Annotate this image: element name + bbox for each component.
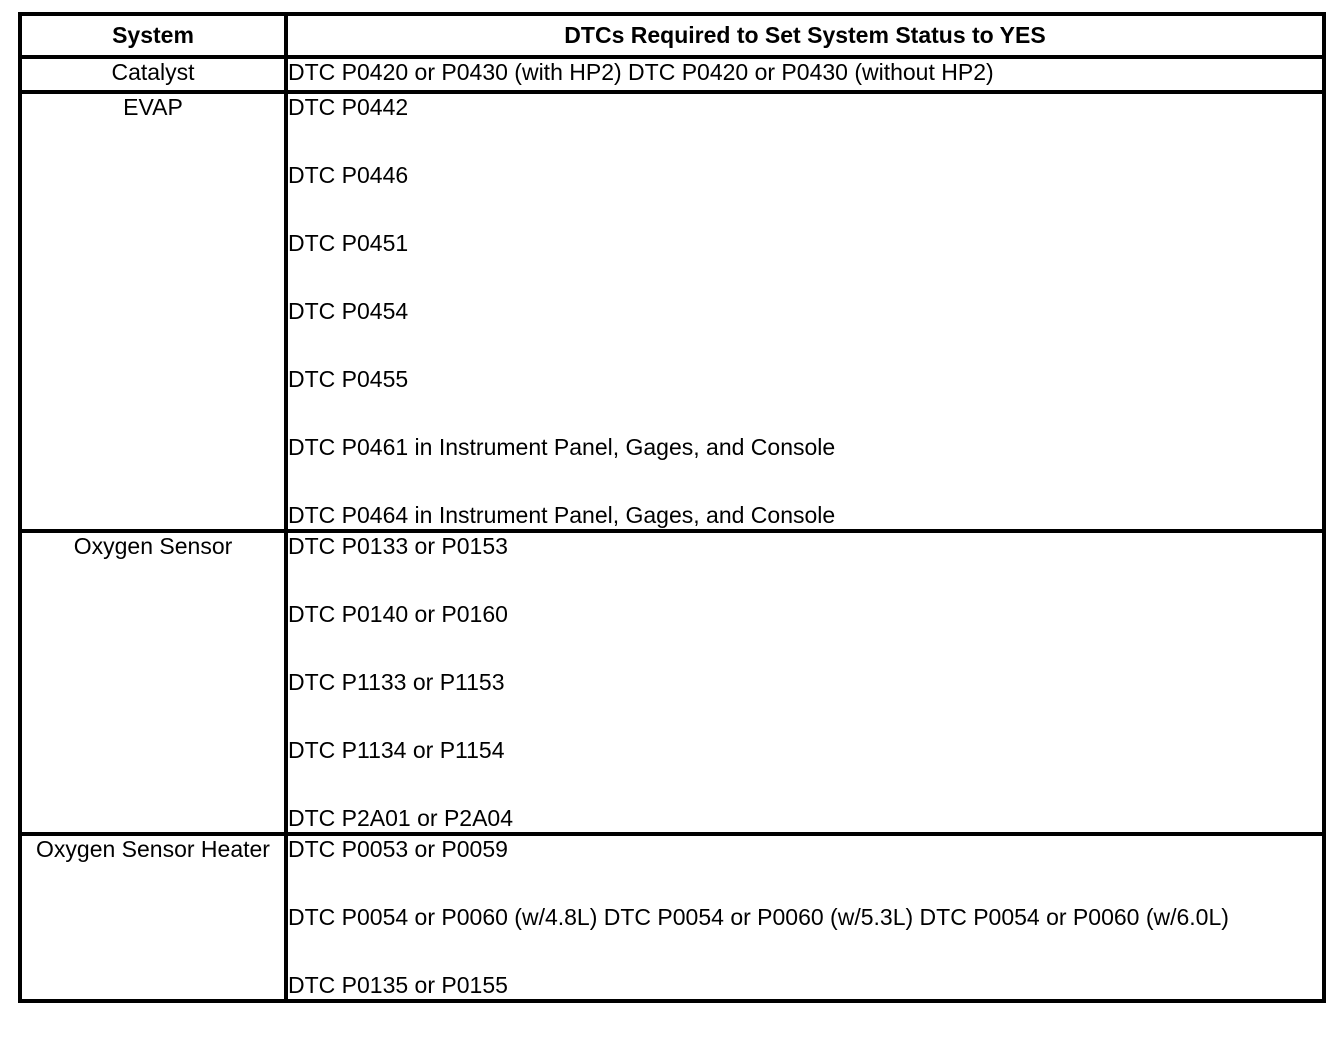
table-row-evap <box>20 92 1324 531</box>
dtc-item: DTC P0054 or P0060 (w/4.8L) DTC P0054 or P0060 (w/5.3L) DTC P0054 or P0060 (w/6.0L) <box>288 904 1229 930</box>
dtc-item: DTC P0053 or P0059 <box>288 836 508 862</box>
system-name-oxygen-sensor: Oxygen Sensor <box>20 531 286 834</box>
dtc-list-catalyst <box>286 57 1324 92</box>
dtc-item: DTC P0446 <box>288 162 409 188</box>
dtc-item: DTC P0420 or P0430 (with HP2) DTC P0420 or P0430 (without HP2) <box>288 59 994 85</box>
header-dtcs: DTCs Required to Set System Status to YES <box>286 14 1324 57</box>
dtc-item: DTC P0454 <box>288 298 409 324</box>
dtc-list-oxygen-sensor-heater <box>286 834 1324 1001</box>
dtc-item: DTC P1133 or P1153 <box>288 669 505 695</box>
dtc-item: DTC P0442 <box>288 94 409 120</box>
table-row-oxygen-sensor <box>20 531 1324 834</box>
dtc-item: DTC P0464 in Instrument Panel, Gages, and Console <box>288 502 836 528</box>
header-system: System <box>20 14 286 57</box>
dtc-item: DTC P0451 <box>288 230 409 256</box>
dtc-item: DTC P0135 or P0155 <box>288 972 508 998</box>
dtc-list-oxygen-sensor <box>286 531 1324 834</box>
table-header-row <box>20 14 1324 57</box>
dtc-item: DTC P0133 or P0153 <box>288 533 508 559</box>
system-name-catalyst: Catalyst <box>20 57 286 92</box>
dtc-item: DTC P0140 or P0160 <box>288 601 508 627</box>
table-row-oxygen-sensor-heater <box>20 834 1324 1001</box>
dtc-item: DTC P0461 in Instrument Panel, Gages, and Console <box>288 434 836 460</box>
dtc-item: DTC P2A01 or P2A04 <box>288 805 514 831</box>
dtc-list-evap <box>286 92 1324 531</box>
table-row-catalyst <box>20 57 1324 92</box>
dtc-item: DTC P0455 <box>288 366 409 392</box>
dtc-item: DTC P1134 or P1154 <box>288 737 505 763</box>
system-name-oxygen-sensor-heater: Oxygen Sensor Heater <box>20 834 286 1001</box>
system-name-evap: EVAP <box>20 92 286 531</box>
dtc-system-status-table <box>18 12 1326 1003</box>
